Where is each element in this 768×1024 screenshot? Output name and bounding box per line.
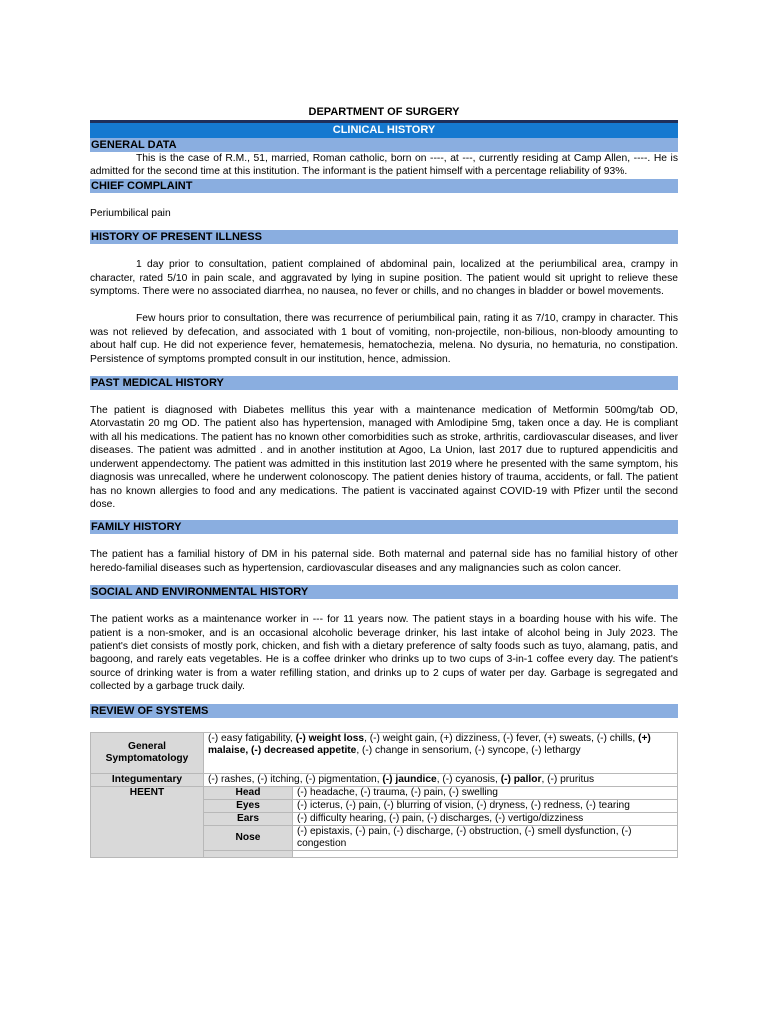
ros-nose-findings: (-) epistaxis, (-) pain, (-) discharge, (-) obstruction, (-) smell dysfunction, (-) congestion [293, 825, 678, 850]
family-history-text: The patient has a familial history of DM in his paternal side. Both maternal and paternal side has no familial history of other heredo-familial diseases such as hypertension, cardiovascular diseases and any malignancies such as colon cancer. [90, 549, 678, 574]
section-header-social-history: SOCIAL AND ENVIRONMENTAL HISTORY [90, 585, 678, 599]
past-medical-history-text: The patient is diagnosed with Diabetes mellitus this year with a maintenance medication of Metformin 500mg/tab OD, Atorvastatin 20 mg OD. The patient also has hypertension, managed with Amlodipine 5mg, taken once a day. He is compliant with all his medications. The patient has no known other comorbidities such as stroke, arthritis, cardiovascular diseases, and liver diseases. The patient was admitted . and in another institution at Agoo, La Union, last 2017 due to ruptured appendicitis and underwent appendectomy. The patient was admitted in this institution last 2019 where he presented with the same symptom, his diagnosis was unrecalled, where he underwent colonoscopy. The patient denies history of trauma, accidents, or fall. The patient has no known allergies to food and any medications. The patient is vaccinated against COVID-19 with Pfizer until the second dose. [90, 405, 678, 510]
ros-integumentary-findings: (-) rashes, (-) itching, (-) pigmentation, (-) jaundice, (-) cyanosis, (-) pallor, (-) pruritus [204, 773, 678, 786]
ros-empty-cell [293, 850, 678, 857]
table-row [91, 732, 678, 773]
spacer [90, 718, 678, 732]
ros-sublabel-eyes: Eyes [204, 799, 293, 812]
spacer [90, 220, 678, 230]
chief-complaint-text: Periumbilical pain [90, 207, 171, 219]
spacer [90, 298, 678, 312]
ros-head-findings: (-) headache, (-) trauma, (-) pain, (-) swelling [293, 786, 678, 799]
table-row [91, 773, 678, 786]
section-header-general-data: GENERAL DATA [90, 138, 678, 152]
spacer [90, 534, 678, 548]
ros-label-integumentary: Integumentary [91, 773, 204, 786]
spacer [90, 366, 678, 376]
ros-sublabel-head: Head [204, 786, 293, 799]
general-data-text: This is the case of R.M., 51, married, Roman catholic, born on ----, at ---, currently residing at Camp Allen, ----. He is admitted for the second time at this institution. The informant is the patient himself with a percentage reliability of 93%. [90, 153, 678, 178]
ros-sublabel-empty [204, 850, 293, 857]
ros-eyes-findings: (-) icterus, (-) pain, (-) blurring of vision, (-) dryness, (-) redness, (-) tearing [293, 799, 678, 812]
ros-label-general: General Symptomatology [91, 732, 204, 773]
social-history-text: The patient works as a maintenance worker in --- for 11 years now. The patient stays in a boarding house with his wife. The patient is a non-smoker, and is an occasional alcoholic beverage drinker, his last intake of alcohol being in July 2023. The patient's diet consists of mostly pork, chicken, and fish with a dietary preference of salty foods such as tuyo, alamang, patis, and bagoong, and rarely eats vegetables. He is a coffee drinker who drinks up to two cups of 3-in-1 coffee every day. The patient's source of drinking water is from a water refilling station, and drinks up to 2 cups of water per day. Garbage is segregated and collected by a garbage truck daily. [90, 614, 678, 693]
hpi-paragraph-1: 1 day prior to consultation, patient complained of abdominal pain, localized at the periumbilical area, crampy in character, rated 5/10 in pain scale, and aggravated by lying in supine position. The patient would sit upright to relieve these symptoms. There were no associated diarrhea, no nausea, no fever or chills, and no changes in bladder or bowel movements. [90, 259, 678, 298]
ros-sublabel-nose: Nose [204, 825, 293, 850]
section-header-family-history: FAMILY HISTORY [90, 520, 678, 534]
clinical-history-banner: CLINICAL HISTORY [90, 123, 678, 138]
section-header-review-of-systems: REVIEW OF SYSTEMS [90, 704, 678, 718]
hpi-paragraph-2: Few hours prior to consultation, there was recurrence of periumbilical pain, rating it as 7/10, crampy in character. This was not relieved by defecation, and associated with 1 bout of vomiting, non-projectile, non-bilious, non-bloody amounting to about half cup. He did not experience fever, hematemesis, hematochezia, melena. No dysuria, no hematuria, no constipation. Persistence of symptoms prompted consult in our institution, hence, admission. [90, 313, 678, 365]
clinical-history-document [90, 104, 678, 858]
spacer [90, 390, 678, 404]
section-header-hpi: HISTORY OF PRESENT ILLNESS [90, 230, 678, 244]
spacer [90, 694, 678, 704]
spacer [90, 575, 678, 585]
department-title: DEPARTMENT OF SURGERY [308, 106, 460, 118]
ros-label-heent: HEENT [91, 786, 204, 857]
spacer [90, 193, 678, 207]
spacer [90, 599, 678, 613]
ros-general-findings: (-) easy fatigability, (-) weight loss, (-) weight gain, (+) dizziness, (-) fever, (+) sweats, (-) chills, (+) malaise, (-) decreased appetite, (-) change in sensorium, (-) syncope, (-) lethargy [204, 732, 678, 773]
table-row [91, 786, 678, 799]
ros-ears-findings: (-) difficulty hearing, (-) pain, (-) discharges, (-) vertigo/dizziness [293, 812, 678, 825]
spacer [90, 511, 678, 520]
ros-sublabel-ears: Ears [204, 812, 293, 825]
section-header-past-medical-history: PAST MEDICAL HISTORY [90, 376, 678, 390]
review-of-systems-table [90, 732, 678, 858]
section-header-chief-complaint: CHIEF COMPLAINT [90, 179, 678, 193]
spacer [90, 244, 678, 258]
